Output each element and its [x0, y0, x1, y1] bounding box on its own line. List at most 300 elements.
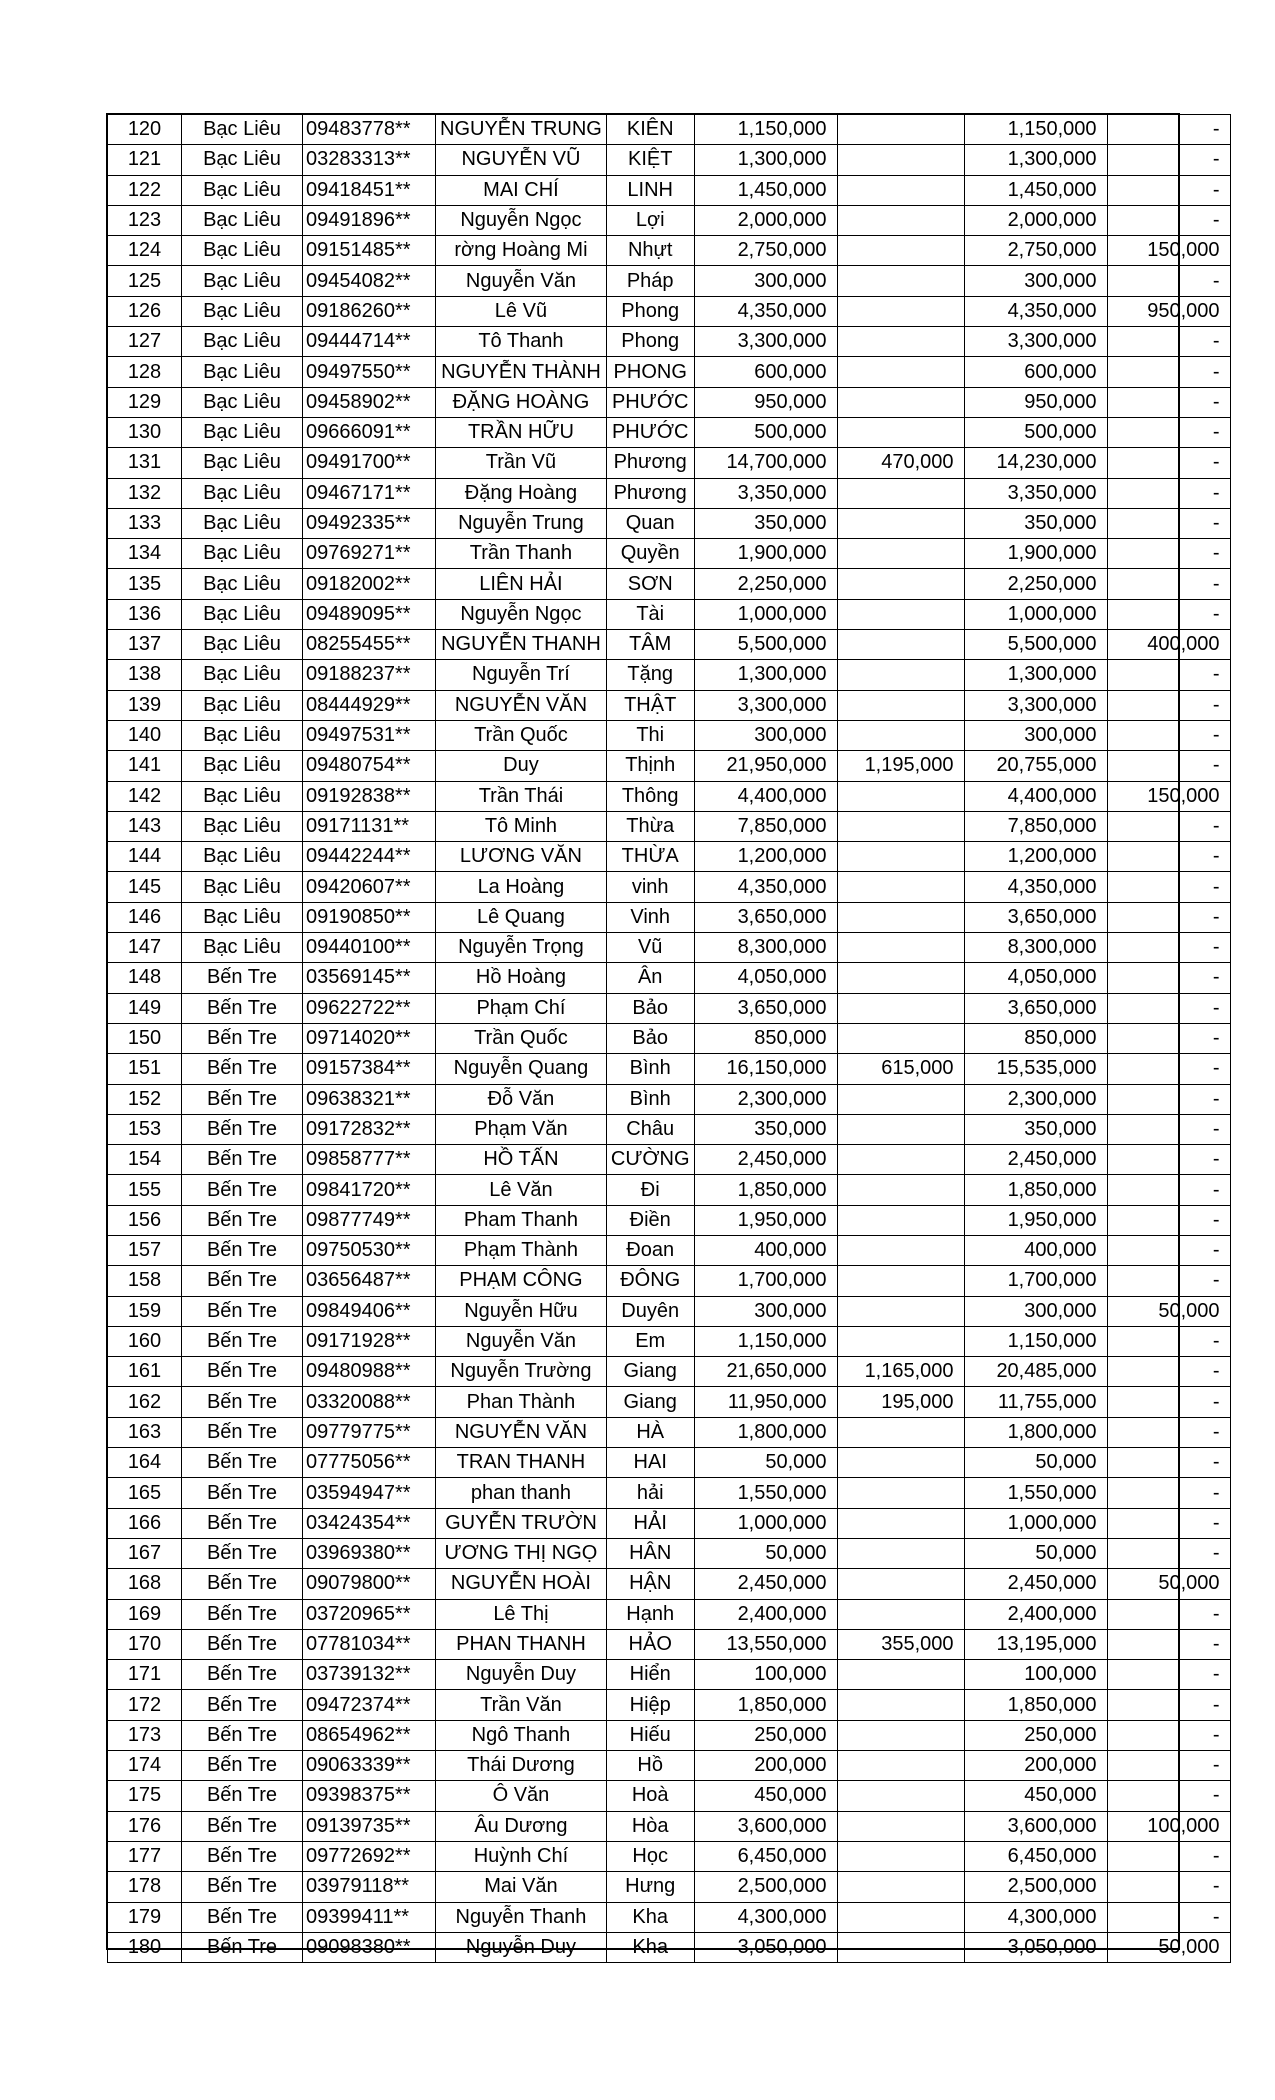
- net-amount-cell: 4,350,000: [964, 296, 1107, 326]
- given-name-cell: Giang: [606, 1387, 694, 1417]
- total-amount-cell: 1,200,000: [694, 842, 837, 872]
- given-name-cell: Hiệp: [606, 1690, 694, 1720]
- deduction-amount-cell: [837, 1751, 964, 1781]
- phone-number-cell: 09398375**: [303, 1781, 436, 1811]
- given-name-cell: Vũ: [606, 933, 694, 963]
- province-cell: Bến Tre: [182, 1448, 303, 1478]
- net-amount-cell: 1,450,000: [964, 175, 1107, 205]
- net-amount-cell: 3,050,000: [964, 1932, 1107, 1962]
- given-name-cell: Hiển: [606, 1660, 694, 1690]
- extra-amount-cell: -: [1107, 205, 1230, 235]
- table-row: [108, 539, 1231, 569]
- deduction-amount-cell: [837, 1932, 964, 1962]
- row-number-cell: 154: [108, 1145, 182, 1175]
- phone-number-cell: 03739132**: [303, 1660, 436, 1690]
- extra-amount-cell: -: [1107, 1660, 1230, 1690]
- total-amount-cell: 1,300,000: [694, 660, 837, 690]
- deduction-amount-cell: [837, 1205, 964, 1235]
- family-name-cell: ƯƠNG THỊ NGỌ: [436, 1538, 607, 1568]
- table-row: [108, 1235, 1231, 1265]
- table-row: [108, 1902, 1231, 1932]
- extra-amount-cell: -: [1107, 1084, 1230, 1114]
- total-amount-cell: 50,000: [694, 1448, 837, 1478]
- table-row: [108, 327, 1231, 357]
- given-name-cell: vinh: [606, 872, 694, 902]
- net-amount-cell: 2,250,000: [964, 569, 1107, 599]
- row-number-cell: 132: [108, 478, 182, 508]
- extra-amount-cell: -: [1107, 569, 1230, 599]
- family-name-cell: Huỳnh Chí: [436, 1841, 607, 1871]
- family-name-cell: Nguyễn Quang: [436, 1054, 607, 1084]
- deduction-amount-cell: [837, 1690, 964, 1720]
- net-amount-cell: 50,000: [964, 1538, 1107, 1568]
- given-name-cell: Pháp: [606, 266, 694, 296]
- given-name-cell: PHONG: [606, 357, 694, 387]
- table-row: [108, 1508, 1231, 1538]
- net-amount-cell: 3,300,000: [964, 690, 1107, 720]
- total-amount-cell: 500,000: [694, 417, 837, 447]
- province-cell: Bến Tre: [182, 1660, 303, 1690]
- net-amount-cell: 11,755,000: [964, 1387, 1107, 1417]
- given-name-cell: Thi: [606, 720, 694, 750]
- total-amount-cell: 1,150,000: [694, 1326, 837, 1356]
- phone-number-cell: 09440100**: [303, 933, 436, 963]
- total-amount-cell: 1,850,000: [694, 1175, 837, 1205]
- deduction-amount-cell: [837, 872, 964, 902]
- given-name-cell: HÀ: [606, 1417, 694, 1447]
- phone-number-cell: 09497531**: [303, 720, 436, 750]
- deduction-amount-cell: [837, 1841, 964, 1871]
- extra-amount-cell: -: [1107, 478, 1230, 508]
- phone-number-cell: 09491896**: [303, 205, 436, 235]
- phone-number-cell: 09841720**: [303, 1175, 436, 1205]
- deduction-amount-cell: [837, 902, 964, 932]
- phone-number-cell: 03979118**: [303, 1872, 436, 1902]
- family-name-cell: Nguyễn Trường: [436, 1357, 607, 1387]
- row-number-cell: 147: [108, 933, 182, 963]
- deduction-amount-cell: [837, 599, 964, 629]
- row-number-cell: 138: [108, 660, 182, 690]
- table-row: [108, 751, 1231, 781]
- province-cell: Bến Tre: [182, 1751, 303, 1781]
- family-name-cell: La Hoàng: [436, 872, 607, 902]
- row-number-cell: 165: [108, 1478, 182, 1508]
- province-cell: Bạc Liêu: [182, 236, 303, 266]
- net-amount-cell: 500,000: [964, 417, 1107, 447]
- total-amount-cell: 1,700,000: [694, 1266, 837, 1296]
- total-amount-cell: 4,400,000: [694, 781, 837, 811]
- province-cell: Bến Tre: [182, 1538, 303, 1568]
- extra-amount-cell: -: [1107, 963, 1230, 993]
- family-name-cell: Đặng Hoàng: [436, 478, 607, 508]
- phone-number-cell: 09858777**: [303, 1145, 436, 1175]
- table-row: [108, 387, 1231, 417]
- total-amount-cell: 3,350,000: [694, 478, 837, 508]
- total-amount-cell: 850,000: [694, 1023, 837, 1053]
- row-number-cell: 131: [108, 448, 182, 478]
- phone-number-cell: 09772692**: [303, 1841, 436, 1871]
- net-amount-cell: 300,000: [964, 720, 1107, 750]
- row-number-cell: 163: [108, 1417, 182, 1447]
- deduction-amount-cell: [837, 266, 964, 296]
- province-cell: Bạc Liêu: [182, 599, 303, 629]
- row-number-cell: 171: [108, 1660, 182, 1690]
- deduction-amount-cell: [837, 236, 964, 266]
- row-number-cell: 168: [108, 1569, 182, 1599]
- row-number-cell: 130: [108, 417, 182, 447]
- extra-amount-cell: 150,000: [1107, 236, 1230, 266]
- given-name-cell: Kha: [606, 1902, 694, 1932]
- total-amount-cell: 1,000,000: [694, 1508, 837, 1538]
- given-name-cell: ĐÔNG: [606, 1266, 694, 1296]
- extra-amount-cell: -: [1107, 1205, 1230, 1235]
- province-cell: Bạc Liêu: [182, 357, 303, 387]
- table-row: [108, 1781, 1231, 1811]
- deduction-amount-cell: [837, 1114, 964, 1144]
- extra-amount-cell: -: [1107, 1357, 1230, 1387]
- given-name-cell: Thịnh: [606, 751, 694, 781]
- phone-number-cell: 03656487**: [303, 1266, 436, 1296]
- row-number-cell: 133: [108, 508, 182, 538]
- row-number-cell: 150: [108, 1023, 182, 1053]
- deduction-amount-cell: [837, 993, 964, 1023]
- net-amount-cell: 1,800,000: [964, 1417, 1107, 1447]
- deduction-amount-cell: [837, 145, 964, 175]
- given-name-cell: Giang: [606, 1357, 694, 1387]
- total-amount-cell: 2,250,000: [694, 569, 837, 599]
- table-row: [108, 1084, 1231, 1114]
- family-name-cell: Nguyễn Duy: [436, 1932, 607, 1962]
- phone-number-cell: 09186260**: [303, 296, 436, 326]
- extra-amount-cell: -: [1107, 872, 1230, 902]
- extra-amount-cell: -: [1107, 327, 1230, 357]
- net-amount-cell: 1,300,000: [964, 660, 1107, 690]
- extra-amount-cell: 50,000: [1107, 1569, 1230, 1599]
- extra-amount-cell: -: [1107, 266, 1230, 296]
- table-row: [108, 1751, 1231, 1781]
- net-amount-cell: 20,755,000: [964, 751, 1107, 781]
- province-cell: Bến Tre: [182, 1357, 303, 1387]
- table-row: [108, 902, 1231, 932]
- net-amount-cell: 13,195,000: [964, 1629, 1107, 1659]
- total-amount-cell: 300,000: [694, 720, 837, 750]
- row-number-cell: 120: [108, 115, 182, 145]
- net-amount-cell: 850,000: [964, 1023, 1107, 1053]
- table-row: [108, 1326, 1231, 1356]
- extra-amount-cell: -: [1107, 933, 1230, 963]
- phone-number-cell: 03569145**: [303, 963, 436, 993]
- table-row: [108, 1538, 1231, 1568]
- deduction-amount-cell: [837, 1720, 964, 1750]
- phone-number-cell: 09472374**: [303, 1690, 436, 1720]
- extra-amount-cell: -: [1107, 599, 1230, 629]
- total-amount-cell: 1,000,000: [694, 599, 837, 629]
- family-name-cell: MAI CHÍ: [436, 175, 607, 205]
- province-cell: Bến Tre: [182, 1084, 303, 1114]
- extra-amount-cell: -: [1107, 1417, 1230, 1447]
- province-cell: Bến Tre: [182, 1629, 303, 1659]
- province-cell: Bạc Liêu: [182, 175, 303, 205]
- phone-number-cell: 09779775**: [303, 1417, 436, 1447]
- total-amount-cell: 600,000: [694, 357, 837, 387]
- table-row: [108, 296, 1231, 326]
- family-name-cell: Nguyễn Ngọc: [436, 205, 607, 235]
- total-amount-cell: 21,950,000: [694, 751, 837, 781]
- family-name-cell: Nguyễn Ngọc: [436, 599, 607, 629]
- net-amount-cell: 2,000,000: [964, 205, 1107, 235]
- extra-amount-cell: -: [1107, 1478, 1230, 1508]
- total-amount-cell: 350,000: [694, 508, 837, 538]
- net-amount-cell: 1,300,000: [964, 145, 1107, 175]
- family-name-cell: Nguyễn Trung: [436, 508, 607, 538]
- given-name-cell: PHƯỚC: [606, 417, 694, 447]
- province-cell: Bạc Liêu: [182, 115, 303, 145]
- given-name-cell: hải: [606, 1478, 694, 1508]
- province-cell: Bến Tre: [182, 1266, 303, 1296]
- total-amount-cell: 2,300,000: [694, 1084, 837, 1114]
- family-name-cell: Tô Thanh: [436, 327, 607, 357]
- net-amount-cell: 4,400,000: [964, 781, 1107, 811]
- total-amount-cell: 4,350,000: [694, 296, 837, 326]
- row-number-cell: 146: [108, 902, 182, 932]
- province-cell: Bến Tre: [182, 1811, 303, 1841]
- row-number-cell: 151: [108, 1054, 182, 1084]
- table-row: [108, 842, 1231, 872]
- table-row: [108, 811, 1231, 841]
- extra-amount-cell: -: [1107, 1599, 1230, 1629]
- province-cell: Bến Tre: [182, 963, 303, 993]
- phone-number-cell: 09171928**: [303, 1326, 436, 1356]
- total-amount-cell: 14,700,000: [694, 448, 837, 478]
- row-number-cell: 149: [108, 993, 182, 1023]
- phone-number-cell: 09666091**: [303, 417, 436, 447]
- phone-number-cell: 09442244**: [303, 842, 436, 872]
- total-amount-cell: 3,300,000: [694, 690, 837, 720]
- net-amount-cell: 14,230,000: [964, 448, 1107, 478]
- extra-amount-cell: -: [1107, 690, 1230, 720]
- extra-amount-cell: -: [1107, 1902, 1230, 1932]
- given-name-cell: TÂM: [606, 630, 694, 660]
- given-name-cell: KIỆT: [606, 145, 694, 175]
- phone-number-cell: 03720965**: [303, 1599, 436, 1629]
- net-amount-cell: 400,000: [964, 1235, 1107, 1265]
- deduction-amount-cell: [837, 1448, 964, 1478]
- given-name-cell: Em: [606, 1326, 694, 1356]
- net-amount-cell: 2,300,000: [964, 1084, 1107, 1114]
- province-cell: Bến Tre: [182, 1841, 303, 1871]
- phone-number-cell: 03969380**: [303, 1538, 436, 1568]
- province-cell: Bến Tre: [182, 1296, 303, 1326]
- family-name-cell: ĐẶNG HOÀNG: [436, 387, 607, 417]
- table-row: [108, 720, 1231, 750]
- total-amount-cell: 4,050,000: [694, 963, 837, 993]
- row-number-cell: 125: [108, 266, 182, 296]
- total-amount-cell: 300,000: [694, 266, 837, 296]
- phone-number-cell: 03320088**: [303, 1387, 436, 1417]
- province-cell: Bến Tre: [182, 1902, 303, 1932]
- deduction-amount-cell: [837, 1660, 964, 1690]
- family-name-cell: PHẠM CÔNG: [436, 1266, 607, 1296]
- province-cell: Bạc Liêu: [182, 478, 303, 508]
- net-amount-cell: 1,150,000: [964, 115, 1107, 145]
- phone-number-cell: 09188237**: [303, 660, 436, 690]
- family-name-cell: Nguyễn Văn: [436, 1326, 607, 1356]
- row-number-cell: 127: [108, 327, 182, 357]
- province-cell: Bến Tre: [182, 1326, 303, 1356]
- province-cell: Bến Tre: [182, 1599, 303, 1629]
- row-number-cell: 139: [108, 690, 182, 720]
- table-row: [108, 478, 1231, 508]
- given-name-cell: Hòa: [606, 1811, 694, 1841]
- given-name-cell: Phương: [606, 448, 694, 478]
- row-number-cell: 180: [108, 1932, 182, 1962]
- row-number-cell: 143: [108, 811, 182, 841]
- province-cell: Bạc Liêu: [182, 660, 303, 690]
- given-name-cell: HẢI: [606, 1508, 694, 1538]
- total-amount-cell: 1,900,000: [694, 539, 837, 569]
- deduction-amount-cell: [837, 1175, 964, 1205]
- extra-amount-cell: -: [1107, 842, 1230, 872]
- table-row: [108, 1114, 1231, 1144]
- deduction-amount-cell: [837, 1538, 964, 1568]
- extra-amount-cell: 50,000: [1107, 1932, 1230, 1962]
- given-name-cell: Quyền: [606, 539, 694, 569]
- net-amount-cell: 200,000: [964, 1751, 1107, 1781]
- extra-amount-cell: -: [1107, 357, 1230, 387]
- given-name-cell: Nhựt: [606, 236, 694, 266]
- phone-number-cell: 08255455**: [303, 630, 436, 660]
- total-amount-cell: 3,050,000: [694, 1932, 837, 1962]
- phone-number-cell: 09492335**: [303, 508, 436, 538]
- extra-amount-cell: -: [1107, 1235, 1230, 1265]
- row-number-cell: 175: [108, 1781, 182, 1811]
- deduction-amount-cell: [837, 327, 964, 357]
- phone-number-cell: 09171131**: [303, 811, 436, 841]
- deduction-amount-cell: [837, 1235, 964, 1265]
- table-row: [108, 145, 1231, 175]
- table-row: [108, 1690, 1231, 1720]
- given-name-cell: Bảo: [606, 993, 694, 1023]
- deduction-amount-cell: [837, 842, 964, 872]
- extra-amount-cell: -: [1107, 1781, 1230, 1811]
- total-amount-cell: 3,600,000: [694, 1811, 837, 1841]
- table-row: [108, 933, 1231, 963]
- given-name-cell: HẬN: [606, 1569, 694, 1599]
- given-name-cell: Hoà: [606, 1781, 694, 1811]
- given-name-cell: HÂN: [606, 1538, 694, 1568]
- table-row: [108, 1720, 1231, 1750]
- province-cell: Bạc Liêu: [182, 539, 303, 569]
- table-row: [108, 448, 1231, 478]
- row-number-cell: 123: [108, 205, 182, 235]
- net-amount-cell: 1,850,000: [964, 1690, 1107, 1720]
- table-row: [108, 1296, 1231, 1326]
- province-cell: Bạc Liêu: [182, 811, 303, 841]
- deduction-amount-cell: [837, 1569, 964, 1599]
- net-amount-cell: 2,450,000: [964, 1145, 1107, 1175]
- family-name-cell: Duy: [436, 751, 607, 781]
- table-row: [108, 1387, 1231, 1417]
- family-name-cell: NGUYỄN VĂN: [436, 690, 607, 720]
- total-amount-cell: 13,550,000: [694, 1629, 837, 1659]
- table-row: [108, 508, 1231, 538]
- table-row: [108, 1478, 1231, 1508]
- net-amount-cell: 7,850,000: [964, 811, 1107, 841]
- given-name-cell: HAI: [606, 1448, 694, 1478]
- province-cell: Bạc Liêu: [182, 872, 303, 902]
- family-name-cell: Trần Vũ: [436, 448, 607, 478]
- extra-amount-cell: -: [1107, 508, 1230, 538]
- extra-amount-cell: -: [1107, 1751, 1230, 1781]
- family-name-cell: Thái Dương: [436, 1751, 607, 1781]
- total-amount-cell: 3,650,000: [694, 993, 837, 1023]
- extra-amount-cell: -: [1107, 1145, 1230, 1175]
- net-amount-cell: 600,000: [964, 357, 1107, 387]
- total-amount-cell: 16,150,000: [694, 1054, 837, 1084]
- province-cell: Bến Tre: [182, 1872, 303, 1902]
- deduction-amount-cell: [837, 508, 964, 538]
- net-amount-cell: 3,600,000: [964, 1811, 1107, 1841]
- table-row: [108, 690, 1231, 720]
- province-cell: Bến Tre: [182, 1569, 303, 1599]
- phone-number-cell: 08654962**: [303, 1720, 436, 1750]
- given-name-cell: Duyên: [606, 1296, 694, 1326]
- row-number-cell: 161: [108, 1357, 182, 1387]
- total-amount-cell: 1,550,000: [694, 1478, 837, 1508]
- family-name-cell: LƯƠNG VĂN: [436, 842, 607, 872]
- family-name-cell: LIÊN HẢI: [436, 569, 607, 599]
- family-name-cell: Lê Vũ: [436, 296, 607, 326]
- extra-amount-cell: -: [1107, 902, 1230, 932]
- table-row: [108, 963, 1231, 993]
- phone-number-cell: 09849406**: [303, 1296, 436, 1326]
- family-name-cell: TRAN THANH: [436, 1448, 607, 1478]
- deduction-amount-cell: [837, 1811, 964, 1841]
- phone-number-cell: 09458902**: [303, 387, 436, 417]
- row-number-cell: 172: [108, 1690, 182, 1720]
- given-name-cell: Học: [606, 1841, 694, 1871]
- total-amount-cell: 2,450,000: [694, 1145, 837, 1175]
- table-row: [108, 1660, 1231, 1690]
- total-amount-cell: 2,000,000: [694, 205, 837, 235]
- row-number-cell: 178: [108, 1872, 182, 1902]
- deduction-amount-cell: [837, 1145, 964, 1175]
- province-cell: Bến Tre: [182, 1720, 303, 1750]
- net-amount-cell: 2,500,000: [964, 1872, 1107, 1902]
- extra-amount-cell: -: [1107, 115, 1230, 145]
- family-name-cell: NGUYỄN HOÀI: [436, 1569, 607, 1599]
- given-name-cell: Điền: [606, 1205, 694, 1235]
- net-amount-cell: 8,300,000: [964, 933, 1107, 963]
- province-cell: Bến Tre: [182, 1145, 303, 1175]
- deduction-amount-cell: [837, 357, 964, 387]
- deduction-amount-cell: [837, 1872, 964, 1902]
- extra-amount-cell: -: [1107, 1114, 1230, 1144]
- net-amount-cell: 1,150,000: [964, 1326, 1107, 1356]
- deduction-amount-cell: 195,000: [837, 1387, 964, 1417]
- family-name-cell: Phạm Văn: [436, 1114, 607, 1144]
- net-amount-cell: 1,850,000: [964, 1175, 1107, 1205]
- extra-amount-cell: -: [1107, 145, 1230, 175]
- extra-amount-cell: -: [1107, 1054, 1230, 1084]
- total-amount-cell: 2,500,000: [694, 1872, 837, 1902]
- given-name-cell: Hiếu: [606, 1720, 694, 1750]
- province-cell: Bạc Liêu: [182, 327, 303, 357]
- family-name-cell: NGUYỄN VĂN: [436, 1417, 607, 1447]
- family-name-cell: Trần Thanh: [436, 539, 607, 569]
- total-amount-cell: 1,450,000: [694, 175, 837, 205]
- row-number-cell: 179: [108, 1902, 182, 1932]
